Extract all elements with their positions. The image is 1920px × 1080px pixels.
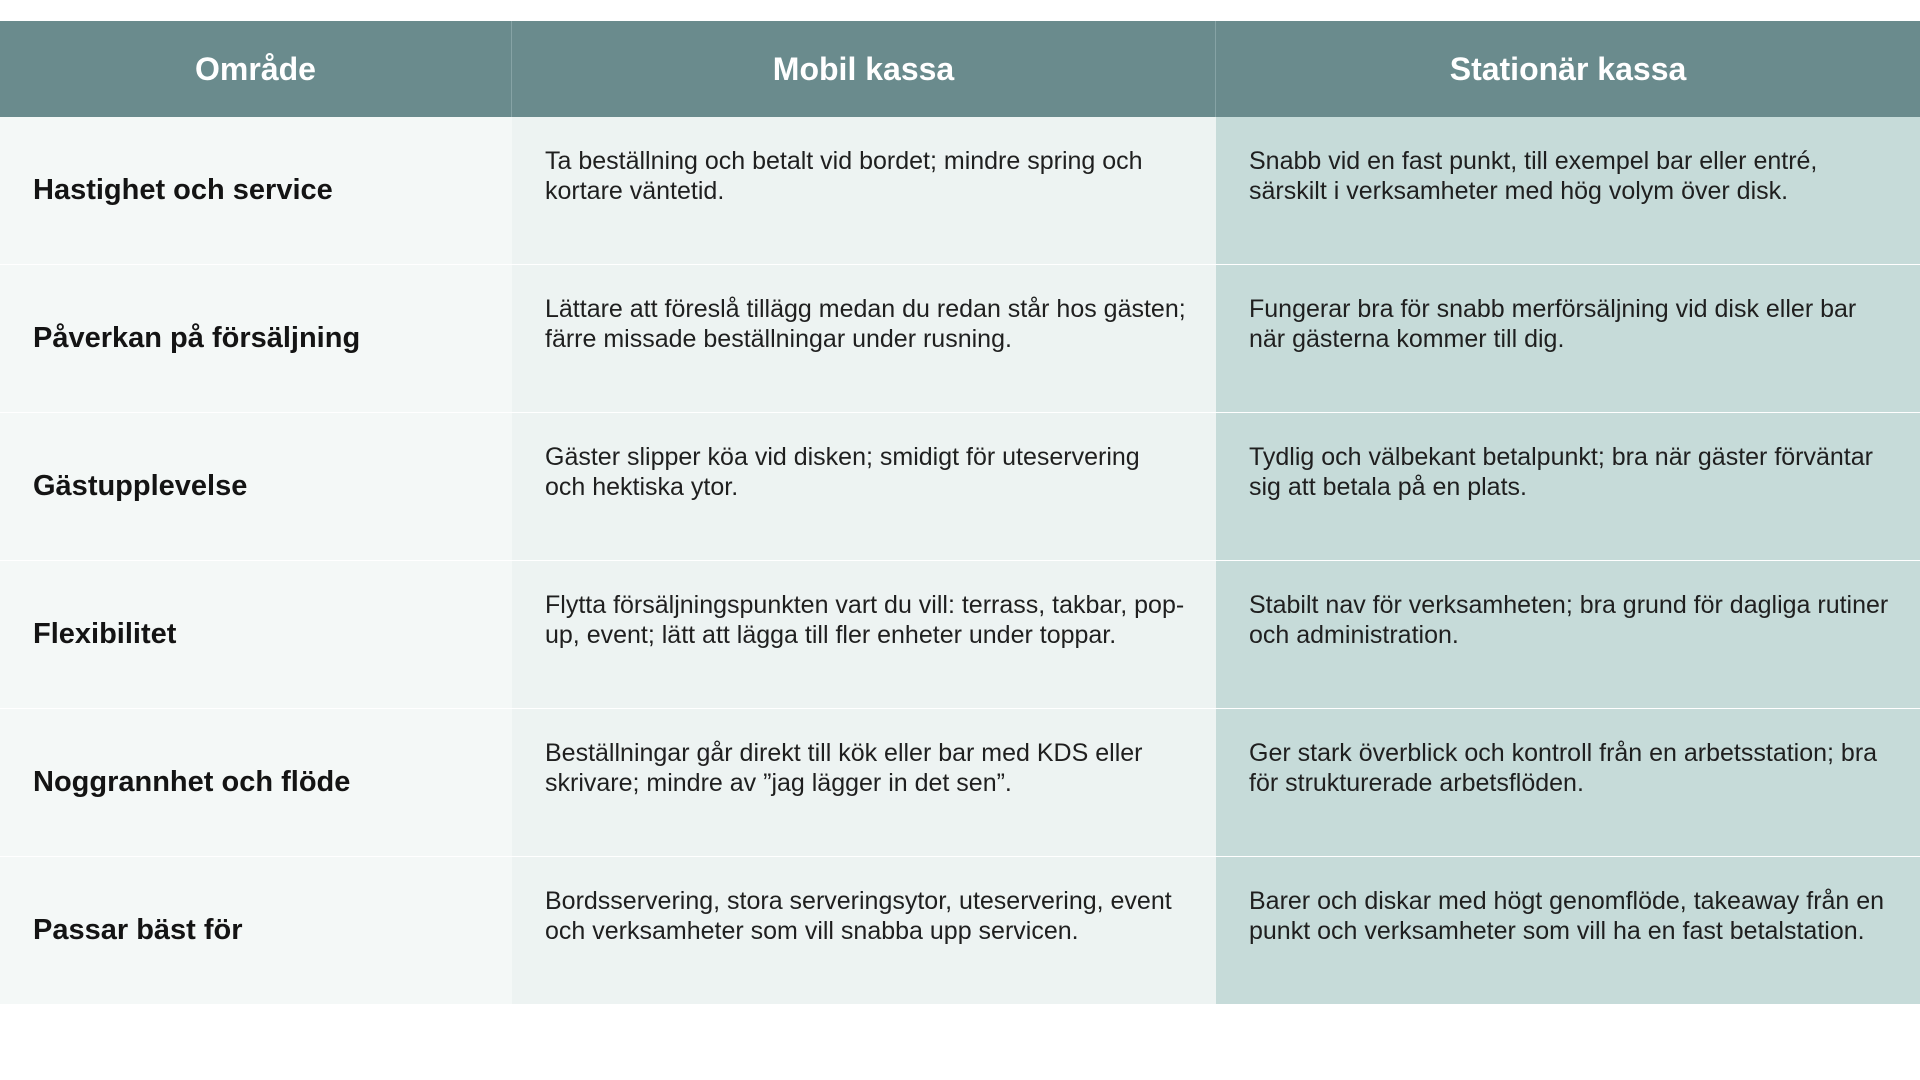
table-row	[0, 117, 1920, 265]
mobile-cell: Lättare att föreslå tillägg medan du redan står hos gästen; färre missade beställningar under rusning.	[512, 265, 1216, 412]
area-cell: Gästupplevelse	[0, 413, 512, 560]
table-row	[0, 709, 1920, 857]
mobile-cell: Flytta försäljningspunkten vart du vill: terrass, takbar, pop-up, event; lätt att lägga till fler enheter under toppar.	[512, 561, 1216, 708]
header-area: Område	[0, 21, 512, 117]
stationary-cell: Stabilt nav för verksamheten; bra grund för dagliga rutiner och administration.	[1216, 561, 1920, 708]
mobile-cell: Gäster slipper köa vid disken; smidigt för uteservering och hektiska ytor.	[512, 413, 1216, 560]
area-cell: Passar bäst för	[0, 857, 512, 1004]
comparison-table	[0, 21, 1920, 1005]
header-stationary: Stationär kassa	[1449, 50, 1687, 87]
stationary-cell: Fungerar bra för snabb merförsäljning vid disk eller bar när gästerna kommer till dig.	[1216, 265, 1920, 412]
table-row	[0, 857, 1920, 1005]
area-cell: Noggrannhet och flöde	[0, 709, 512, 856]
table-row	[0, 413, 1920, 561]
stationary-cell: Barer och diskar med högt genomflöde, takeaway från en punkt och verksamheter som vill ha en fast betalstation.	[1216, 857, 1920, 1004]
header-mobile: Mobil kassa	[512, 21, 1216, 117]
mobile-cell: Beställningar går direkt till kök eller bar med KDS eller skrivare; mindre av ”jag lägger in det sen”.	[512, 709, 1216, 856]
table-row	[0, 265, 1920, 413]
stationary-cell: Tydlig och välbekant betalpunkt; bra när gäster förväntar sig att betala på en plats.	[1216, 413, 1920, 560]
mobile-cell: Bordsservering, stora serveringsytor, uteservering, event och verksamheter som vill snabba upp servicen.	[512, 857, 1216, 1004]
area-cell: Flexibilitet	[0, 561, 512, 708]
area-cell: Hastighet och service	[0, 117, 512, 264]
table-row	[0, 561, 1920, 709]
table-header-row	[0, 21, 1920, 117]
mobile-cell: Ta beställning och betalt vid bordet; mindre spring och kortare väntetid.	[512, 117, 1216, 264]
stationary-cell: Snabb vid en fast punkt, till exempel bar eller entré, särskilt i verksamheter med hög volym över disk.	[1216, 117, 1920, 264]
area-cell: Påverkan på försäljning	[0, 265, 512, 412]
stationary-cell: Ger stark överblick och kontroll från en arbetsstation; bra för strukturerade arbetsflöden.	[1216, 709, 1920, 856]
